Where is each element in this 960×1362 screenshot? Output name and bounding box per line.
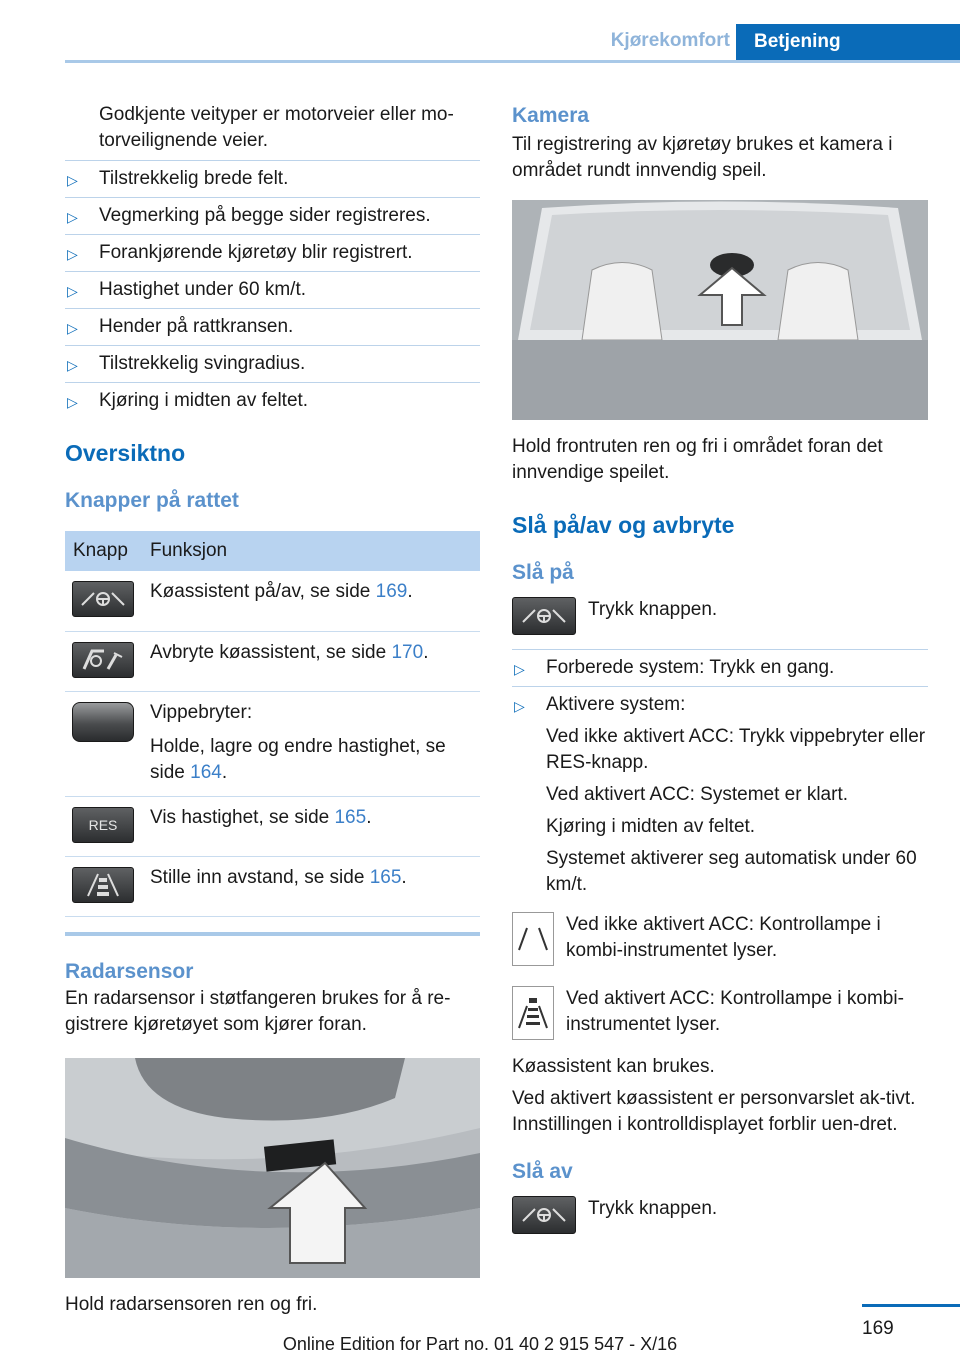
list-item: ▷ Forankjørende kjøretøy blir registrert. <box>65 240 480 266</box>
list-item: ▷ Hastighet under 60 km/t. <box>65 277 480 303</box>
lamp-text: Ved ikke aktivert ACC: Kontrollampe i kombi-instrumentet lyser. <box>566 914 881 961</box>
function-cell: Stille inn avstand, se side 165. <box>142 856 480 916</box>
table-row <box>65 856 480 916</box>
heading-camera: Kamera <box>512 104 590 127</box>
triangle-bullet-icon: ▷ <box>67 246 78 262</box>
header-chapter-tab: Betjening <box>736 24 960 62</box>
acc-active-lamp-icon <box>512 986 554 1040</box>
right-column <box>512 100 928 1234</box>
page-link[interactable]: 164 <box>190 761 222 783</box>
page-footer <box>0 1300 960 1362</box>
edition-text: Online Edition for Part no. 01 40 2 915 547 - X/16 <box>282 1334 678 1354</box>
rocker-switch-icon <box>72 702 134 742</box>
buttons-table <box>65 531 480 917</box>
personal-text: Ved aktivert køassistent er personvarslet ak-tivt. Innstillingen i kontrolldisplayet forblir uen-dret. <box>512 1088 916 1135</box>
list-item: ▷ Aktivere system: <box>512 692 928 718</box>
page-header <box>0 0 960 62</box>
section-rule <box>65 932 480 936</box>
heading-overview: Oversiktno <box>65 440 186 466</box>
intro-text: Godkjente veityper er motorveier eller mo-torveilignende veier. <box>99 104 454 151</box>
col-header-button: Knapp <box>65 531 142 571</box>
table-row <box>65 691 480 796</box>
triangle-bullet-icon: ▷ <box>67 172 78 188</box>
function-cell: Køassistent på/av, se side 169. <box>142 571 480 631</box>
heading-buttons: Knapper på rattet <box>65 489 239 512</box>
sub-text: Kjøring i midten av feltet. <box>546 816 756 837</box>
radar-text: En radarsensor i støtfangeren brukes for å re-gistrere kjøretøyet som kjører foran. <box>65 987 451 1035</box>
assist-cancel-icon <box>72 642 134 678</box>
table-row <box>65 571 480 631</box>
off-row <box>512 1196 928 1234</box>
triangle-bullet-icon: ▷ <box>67 283 78 299</box>
sub-text: Ved ikke aktivert ACC: Trykk vippebryter eller RES-knapp. <box>546 726 926 773</box>
function-cell: Avbryte køassistent, se side 170. <box>142 631 480 691</box>
requirements-list <box>65 160 480 414</box>
heading-off: Slå av <box>512 1160 573 1183</box>
camera-image <box>512 200 928 420</box>
heading-on: Slå på <box>512 561 574 584</box>
triangle-bullet-icon: ▷ <box>67 209 78 225</box>
steering-assist-icon <box>512 1196 576 1234</box>
list-item: ▷ Vegmerking på begge sider registreres. <box>65 203 480 229</box>
list-item: ▷ Kjøring i midten av feltet. <box>65 388 480 414</box>
steering-assist-icon <box>72 581 134 617</box>
page-number: 169 <box>862 1318 894 1339</box>
press-button-text: Trykk knappen. <box>588 599 718 620</box>
list-item: ▷ Forberede system: Trykk en gang. <box>512 655 928 681</box>
function-cell: Vippebryter: Holde, lagre og endre hastighet, se side 164. <box>142 691 480 796</box>
triangle-bullet-icon: ▷ <box>67 357 78 373</box>
heading-on-off: Slå på/av og avbryte <box>512 512 735 538</box>
header-section: Kjørekomfort <box>610 30 730 51</box>
header-rule <box>65 60 960 63</box>
table-row <box>65 631 480 691</box>
table-header-row <box>65 531 480 571</box>
left-column <box>65 100 480 1318</box>
camera-text: Til registrering av kjøretøy brukes et kamera i området rundt innvendig speil. <box>512 134 893 181</box>
page-link[interactable]: 165 <box>369 866 402 888</box>
triangle-bullet-icon: ▷ <box>67 320 78 336</box>
lamp-text: Ved aktivert ACC: Kontrollampe i kombi-instrumentet lyser. <box>566 988 904 1035</box>
list-item: ▷ Tilstrekkelig brede felt. <box>65 166 480 192</box>
page-link[interactable]: 170 <box>391 641 424 663</box>
col-header-function: Funksjon <box>142 531 480 571</box>
acc-inactive-lamp-icon <box>512 912 554 966</box>
triangle-bullet-icon: ▷ <box>514 698 525 714</box>
heading-radar: Radarsensor <box>65 959 194 983</box>
press-button-text: Trykk knappen. <box>588 1198 718 1219</box>
radar-sensor-image <box>65 1058 480 1278</box>
sub-text: Ved aktivert ACC: Systemet er klart. <box>546 784 848 805</box>
usable-text: Køassistent kan brukes. <box>512 1056 715 1077</box>
function-cell: Vis hastighet, se side 165. <box>142 796 480 856</box>
res-button-icon: RES <box>72 807 134 843</box>
footer-rule <box>862 1304 960 1307</box>
lamp-row <box>512 986 928 1040</box>
table-row <box>65 796 480 856</box>
triangle-bullet-icon: ▷ <box>514 661 525 677</box>
sub-text: Systemet aktiverer seg automatisk under 60 km/t. <box>546 848 917 895</box>
camera-caption: Hold frontruten ren og fri i området foran det innvendige speilet. <box>512 436 883 483</box>
distance-icon <box>72 867 134 903</box>
steering-assist-icon <box>512 597 576 635</box>
triangle-bullet-icon: ▷ <box>67 394 78 410</box>
list-item: ▷ Hender på rattkransen. <box>65 314 480 340</box>
page-link[interactable]: 165 <box>334 806 367 828</box>
list-item: ▷ Tilstrekkelig svingradius. <box>65 351 480 377</box>
page-link[interactable]: 169 <box>375 581 408 602</box>
on-row <box>512 597 928 635</box>
lamp-row <box>512 912 928 966</box>
radar-caption: Hold radarsensoren ren og fri. <box>65 1293 318 1315</box>
